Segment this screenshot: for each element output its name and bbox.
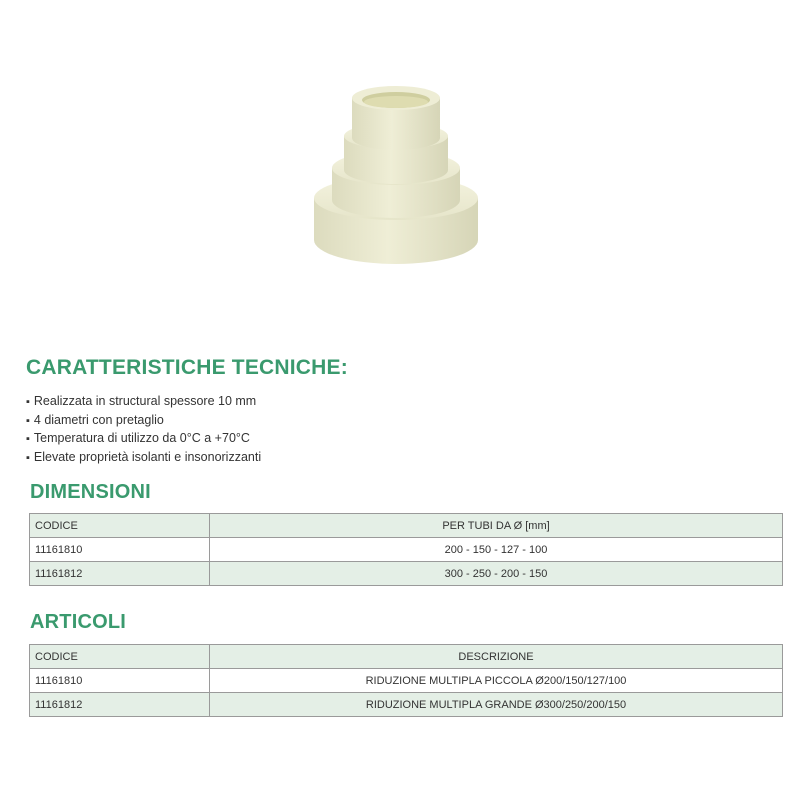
feature-item: ▪ Realizzata in structural spessore 10 mm	[26, 393, 261, 412]
cell-code: 11161810	[30, 669, 210, 693]
header-cell-description: DESCRIZIONE	[210, 645, 783, 669]
cell-diameters: 300 - 250 - 200 - 150	[210, 562, 783, 586]
table-row	[30, 693, 783, 717]
feature-item: ▪ Elevate proprietà isolanti e insonorizzanti	[26, 449, 261, 468]
features-list	[26, 393, 261, 467]
articles-table	[29, 644, 783, 717]
cell-diameters: 200 - 150 - 127 - 100	[210, 538, 783, 562]
cell-code: 11161810	[30, 538, 210, 562]
product-photo	[296, 80, 496, 270]
cell-description: RIDUZIONE MULTIPLA PICCOLA Ø200/150/127/100	[210, 669, 783, 693]
table-header-row	[30, 645, 783, 669]
header-cell-code: CODICE	[30, 514, 210, 538]
feature-item: ▪ 4 diametri con pretaglio	[26, 412, 261, 431]
header-cell-code: CODICE	[30, 645, 210, 669]
table-row	[30, 562, 783, 586]
table-row	[30, 669, 783, 693]
dimensions-section-title: DIMENSIONI	[30, 481, 151, 503]
tech-section-title: CARATTERISTICHE TECNICHE:	[26, 356, 348, 379]
cell-code: 11161812	[30, 693, 210, 717]
cell-description: RIDUZIONE MULTIPLA GRANDE Ø300/250/200/150	[210, 693, 783, 717]
table-row	[30, 538, 783, 562]
cell-code: 11161812	[30, 562, 210, 586]
articles-section-title: ARTICOLI	[30, 611, 127, 633]
table-header-row	[30, 514, 783, 538]
feature-item: ▪ Temperatura di utilizzo da 0°C a +70°C	[26, 430, 261, 449]
header-cell-pipes: PER TUBI DA Ø [mm]	[210, 514, 783, 538]
dimensions-table	[29, 513, 783, 586]
